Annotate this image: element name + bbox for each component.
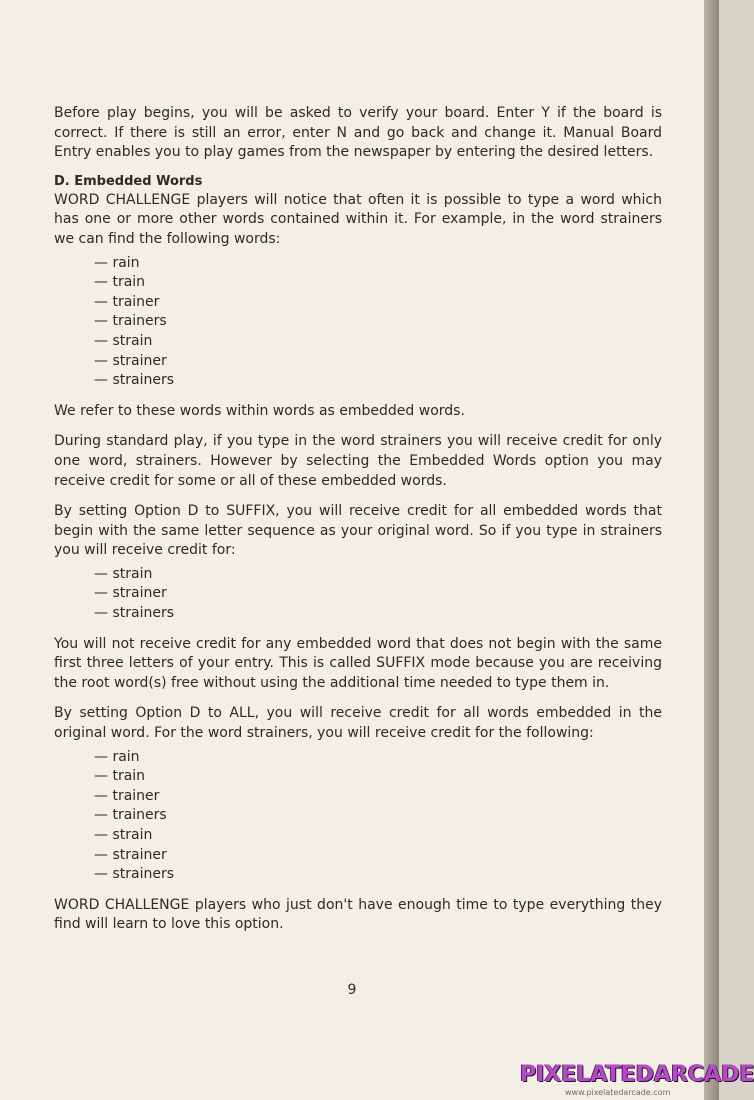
list-item: — strainer (94, 846, 662, 866)
watermark-logo: PIXELATEDARCADE (520, 1062, 754, 1087)
list-item: — strainer (94, 352, 662, 372)
list-item: — strain (94, 332, 662, 352)
list-item: — strainers (94, 604, 662, 624)
list-item: — trainers (94, 806, 662, 826)
list-item: — trainers (94, 312, 662, 332)
paragraph-1: WORD CHALLENGE players will notice that often it is possible to type a word which has one or more other words contained within it. For example, in the word strainers we can find the following words: (54, 191, 662, 247)
watermark-url: www.pixelatedarcade.com (565, 1088, 671, 1097)
paragraph-5: You will not receive credit for any embedded word that does not begin with the same first three letters of your entry. This is called SUFFIX mode because you are receiving the root word(s) free without using the additional time needed to type them in. (54, 635, 662, 691)
intro-paragraph: Before play begins, you will be asked to verify your board. Enter Y if the board is correct. If there is still an error, enter N and go back and change it. Manual Board Entry enables you to play games from the newspaper by entering the desired letters. (54, 105, 662, 161)
list-item: — trainer (94, 787, 662, 807)
list-item: — trainer (94, 293, 662, 313)
paragraph-7: WORD CHALLENGE players who just don't have enough time to type everything they find will learn to love this option. (54, 896, 662, 933)
page-edge (704, 0, 719, 1100)
list-item: — strain (94, 826, 662, 846)
embedded-word-list-2 (94, 565, 662, 624)
list-item: — strainers (94, 371, 662, 391)
list-item: — rain (94, 254, 662, 274)
paragraph-6: By setting Option D to ALL, you will receive credit for all words embedded in the original word. For the word strainers, you will receive credit for the following: (54, 705, 662, 742)
list-item: — rain (94, 748, 662, 768)
list-item: — train (94, 273, 662, 293)
list-item: — strainers (94, 865, 662, 885)
list-item: — train (94, 767, 662, 787)
paragraph-2: We refer to these words within words as embedded words. (54, 402, 465, 419)
embedded-word-list-3 (94, 748, 662, 885)
page-number: 9 (347, 982, 357, 998)
section-heading: D. Embedded Words (54, 173, 203, 189)
page-body (54, 104, 662, 935)
paragraph-4: By setting Option D to SUFFIX, you will receive credit for all embedded words that begin with the same letter sequence as your original word. So if you type in strainers you will receive credit for: (54, 503, 662, 559)
embedded-word-list-1 (94, 254, 662, 391)
paragraph-3: During standard play, if you type in the word strainers you will receive credit for only one word, strainers. However by selecting the Embedded Words option you may receive credit for some or all of these embedded words. (54, 433, 662, 489)
list-item: — strain (94, 565, 662, 585)
list-item: — strainer (94, 584, 662, 604)
